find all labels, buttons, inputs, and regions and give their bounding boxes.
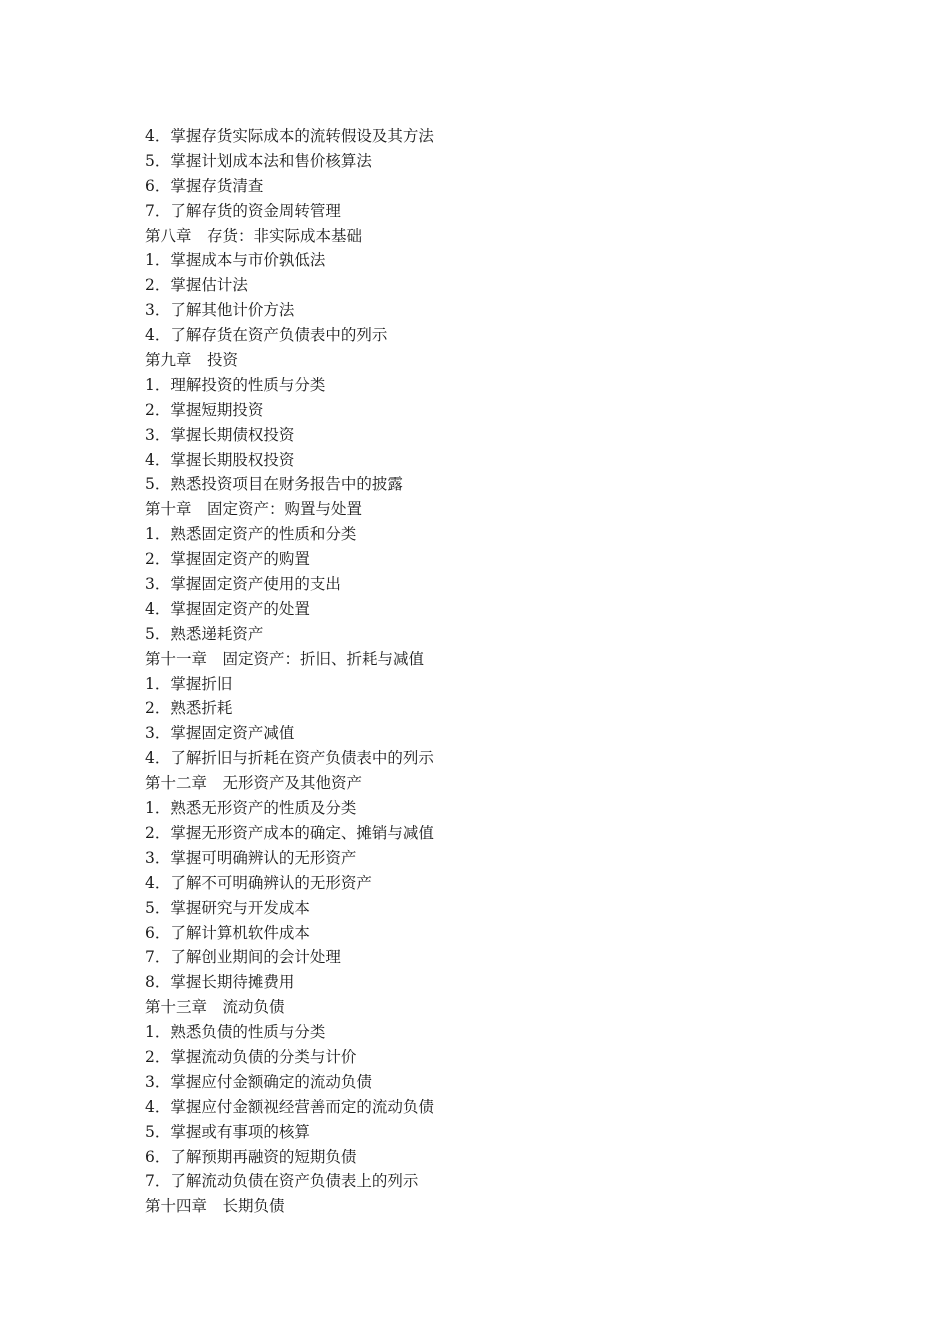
list-item: 6．了解预期再融资的短期负债 [145,1147,357,1166]
list-item: 1．熟悉负债的性质与分类 [145,1023,326,1042]
list-item: 7．了解创业期间的会计处理 [145,948,341,967]
list-item: 7．了解存货的资金周转管理 [145,201,341,220]
list-item: 1．熟悉固定资产的性质和分类 [145,525,357,544]
list-item: 1．掌握成本与市价孰低法 [145,251,326,270]
list-item: 2．掌握估计法 [145,276,248,295]
list-item: 2．掌握流动负债的分类与计价 [145,1047,357,1066]
list-item: 7．了解流动负债在资产负债表上的列示 [145,1172,419,1191]
list-item: 3．掌握应付金额确定的流动负债 [145,1072,372,1091]
list-item: 3．掌握长期债权投资 [145,425,295,444]
list-item: 6．掌握存货清查 [145,176,264,195]
list-item: 4．了解存货在资产负债表中的列示 [145,326,388,345]
chapter-heading: 第十三章 流动负债 [145,998,285,1017]
list-item: 4．掌握存货实际成本的流转假设及其方法 [145,127,434,145]
chapter-heading: 第十章 固定资产：购置与处置 [145,500,363,519]
chapter-heading: 第九章 投资 [145,351,239,370]
list-item: 3．掌握固定资产减值 [145,724,295,743]
list-item: 8．掌握长期待摊费用 [145,973,295,992]
document-body [145,124,845,1219]
list-item: 4．了解不可明确辨认的无形资产 [145,873,372,892]
list-item: 2．掌握无形资产成本的确定、摊销与减值 [145,823,434,842]
chapter-heading: 第十一章 固定资产：折旧、折耗与减值 [145,649,425,668]
list-item: 1．熟悉无形资产的性质及分类 [145,799,357,818]
list-item: 5．熟悉投资项目在财务报告中的披露 [145,475,403,494]
list-item: 5．掌握研究与开发成本 [145,898,310,917]
list-item: 2．熟悉折耗 [145,699,233,718]
list-item: 4．掌握长期股权投资 [145,450,295,469]
list-item: 4．掌握固定资产的处置 [145,599,310,618]
list-item: 2．掌握固定资产的购置 [145,550,310,569]
list-item: 3．了解其他计价方法 [145,301,295,320]
chapter-heading: 第十二章 无形资产及其他资产 [145,774,363,793]
list-item: 5．掌握计划成本法和售价核算法 [145,151,372,170]
list-item: 5．掌握或有事项的核算 [145,1122,310,1141]
list-item: 6．了解计算机软件成本 [145,923,310,942]
list-item: 5．熟悉递耗资产 [145,624,264,643]
chapter-heading: 第十四章 长期负债 [145,1197,285,1216]
list-item: 4．了解折旧与折耗在资产负债表中的列示 [145,749,434,768]
list-item: 3．掌握固定资产使用的支出 [145,575,341,594]
chapter-heading: 第八章 存货：非实际成本基础 [145,226,363,245]
list-item: 1．理解投资的性质与分类 [145,375,326,394]
list-item: 1．掌握折旧 [145,674,233,693]
list-item: 4．掌握应付金额视经营善而定的流动负债 [145,1097,434,1116]
list-item: 2．掌握短期投资 [145,400,264,419]
list-item: 3．掌握可明确辨认的无形资产 [145,848,357,867]
